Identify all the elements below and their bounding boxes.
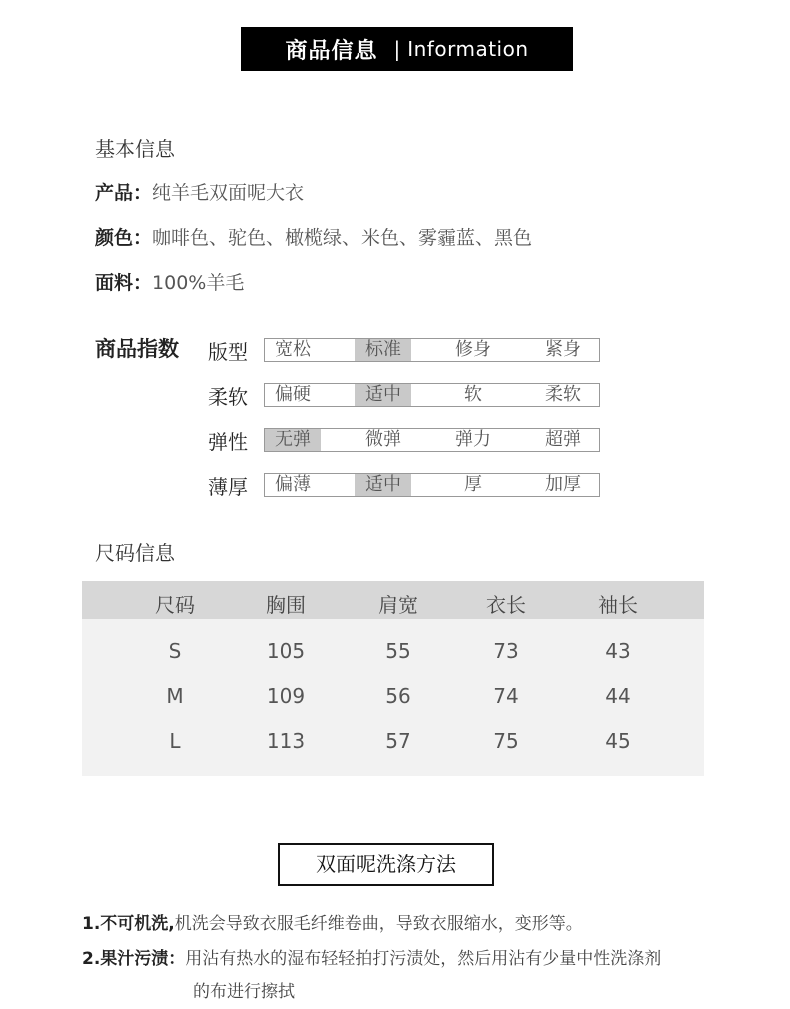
size-table — [82, 581, 704, 776]
size-header-cell: 袖长 — [598, 593, 638, 617]
wash-item-2-continued: 的布进行擦拭 — [193, 982, 295, 1002]
index-option: 紧身 — [545, 339, 581, 360]
size-cell: M — [166, 684, 184, 708]
product-key: 产品： — [95, 182, 153, 204]
wash-item-1-value: 机洗会导致衣服毛纤维卷曲，导致衣服缩水，变形等。 — [174, 914, 583, 934]
index-option: 厚 — [464, 474, 482, 495]
banner-title-cn: 商品信息 — [285, 38, 378, 64]
wash-method-title: 双面呢洗涤方法 — [278, 843, 494, 886]
index-scale — [264, 473, 600, 497]
color-key: 颜色： — [95, 227, 153, 249]
index-option: 偏薄 — [275, 474, 311, 495]
index-scale — [264, 383, 600, 407]
size-table-header — [82, 581, 704, 619]
size-cell: 44 — [605, 684, 631, 708]
index-option: 弹力 — [455, 429, 491, 450]
fabric-key: 面料： — [95, 272, 153, 294]
size-header-cell: 肩宽 — [378, 593, 418, 617]
section-banner — [241, 27, 573, 71]
product-line — [95, 178, 304, 205]
wash-item-1 — [82, 908, 742, 941]
index-row-label: 弹性 — [208, 429, 248, 454]
index-row-label: 薄厚 — [208, 474, 248, 499]
wash-item-1-key: 1.不可机洗, — [82, 914, 175, 934]
size-header-cell: 衣长 — [486, 593, 526, 617]
index-row — [208, 337, 600, 363]
size-header-cell: 尺码 — [155, 593, 195, 617]
index-option-selected: 适中 — [355, 474, 411, 496]
index-option: 加厚 — [545, 474, 581, 495]
index-option-selected: 标准 — [355, 339, 411, 361]
size-cell: 75 — [493, 729, 519, 753]
index-option: 修身 — [455, 339, 491, 360]
index-row-label: 柔软 — [208, 384, 248, 409]
size-cell: L — [169, 729, 181, 753]
index-option: 软 — [464, 384, 482, 405]
index-option: 微弹 — [365, 429, 401, 450]
index-option-selected: 适中 — [355, 384, 411, 406]
wash-item-2-value: 用沾有热水的湿布轻轻拍打污渍处，然后用沾有少量中性洗涤剂 — [185, 949, 662, 969]
size-cell: 74 — [493, 684, 519, 708]
wash-item-2 — [82, 943, 742, 1009]
banner-separator: | — [393, 37, 402, 61]
product-value: 纯羊毛双面呢大衣 — [152, 182, 305, 204]
size-cell: 56 — [385, 684, 411, 708]
color-value: 咖啡色、驼色、橄榄绿、米色、雾霾蓝、黑色 — [152, 227, 533, 249]
color-line — [95, 223, 532, 250]
size-cell: 73 — [493, 639, 519, 663]
index-row — [208, 382, 600, 408]
index-row-label: 版型 — [208, 339, 248, 364]
size-cell: 105 — [266, 639, 306, 663]
index-option-selected: 无弹 — [265, 429, 321, 451]
wash-item-2-key: 2.果汁污渍： — [82, 949, 186, 969]
index-option: 宽松 — [275, 339, 311, 360]
banner-title-en: Information — [407, 37, 529, 61]
index-scale — [264, 428, 600, 452]
size-cell: 55 — [385, 639, 411, 663]
size-info-title: 尺码信息 — [95, 541, 175, 565]
size-cell: 57 — [385, 729, 411, 753]
index-row — [208, 427, 600, 453]
size-cell: 45 — [605, 729, 631, 753]
index-option: 柔软 — [545, 384, 581, 405]
index-scale — [264, 338, 600, 362]
size-header-cell: 胸围 — [266, 593, 306, 617]
fabric-value: 100%羊毛 — [152, 272, 245, 294]
index-option: 超弹 — [545, 429, 581, 450]
size-cell: 113 — [266, 729, 306, 753]
index-option: 偏硬 — [275, 384, 311, 405]
size-cell: 43 — [605, 639, 631, 663]
index-row — [208, 472, 600, 498]
size-cell: S — [168, 639, 182, 663]
fabric-line — [95, 268, 244, 295]
size-cell: 109 — [266, 684, 306, 708]
basic-info-title: 基本信息 — [95, 137, 175, 161]
product-index-title: 商品指数 — [95, 337, 179, 361]
